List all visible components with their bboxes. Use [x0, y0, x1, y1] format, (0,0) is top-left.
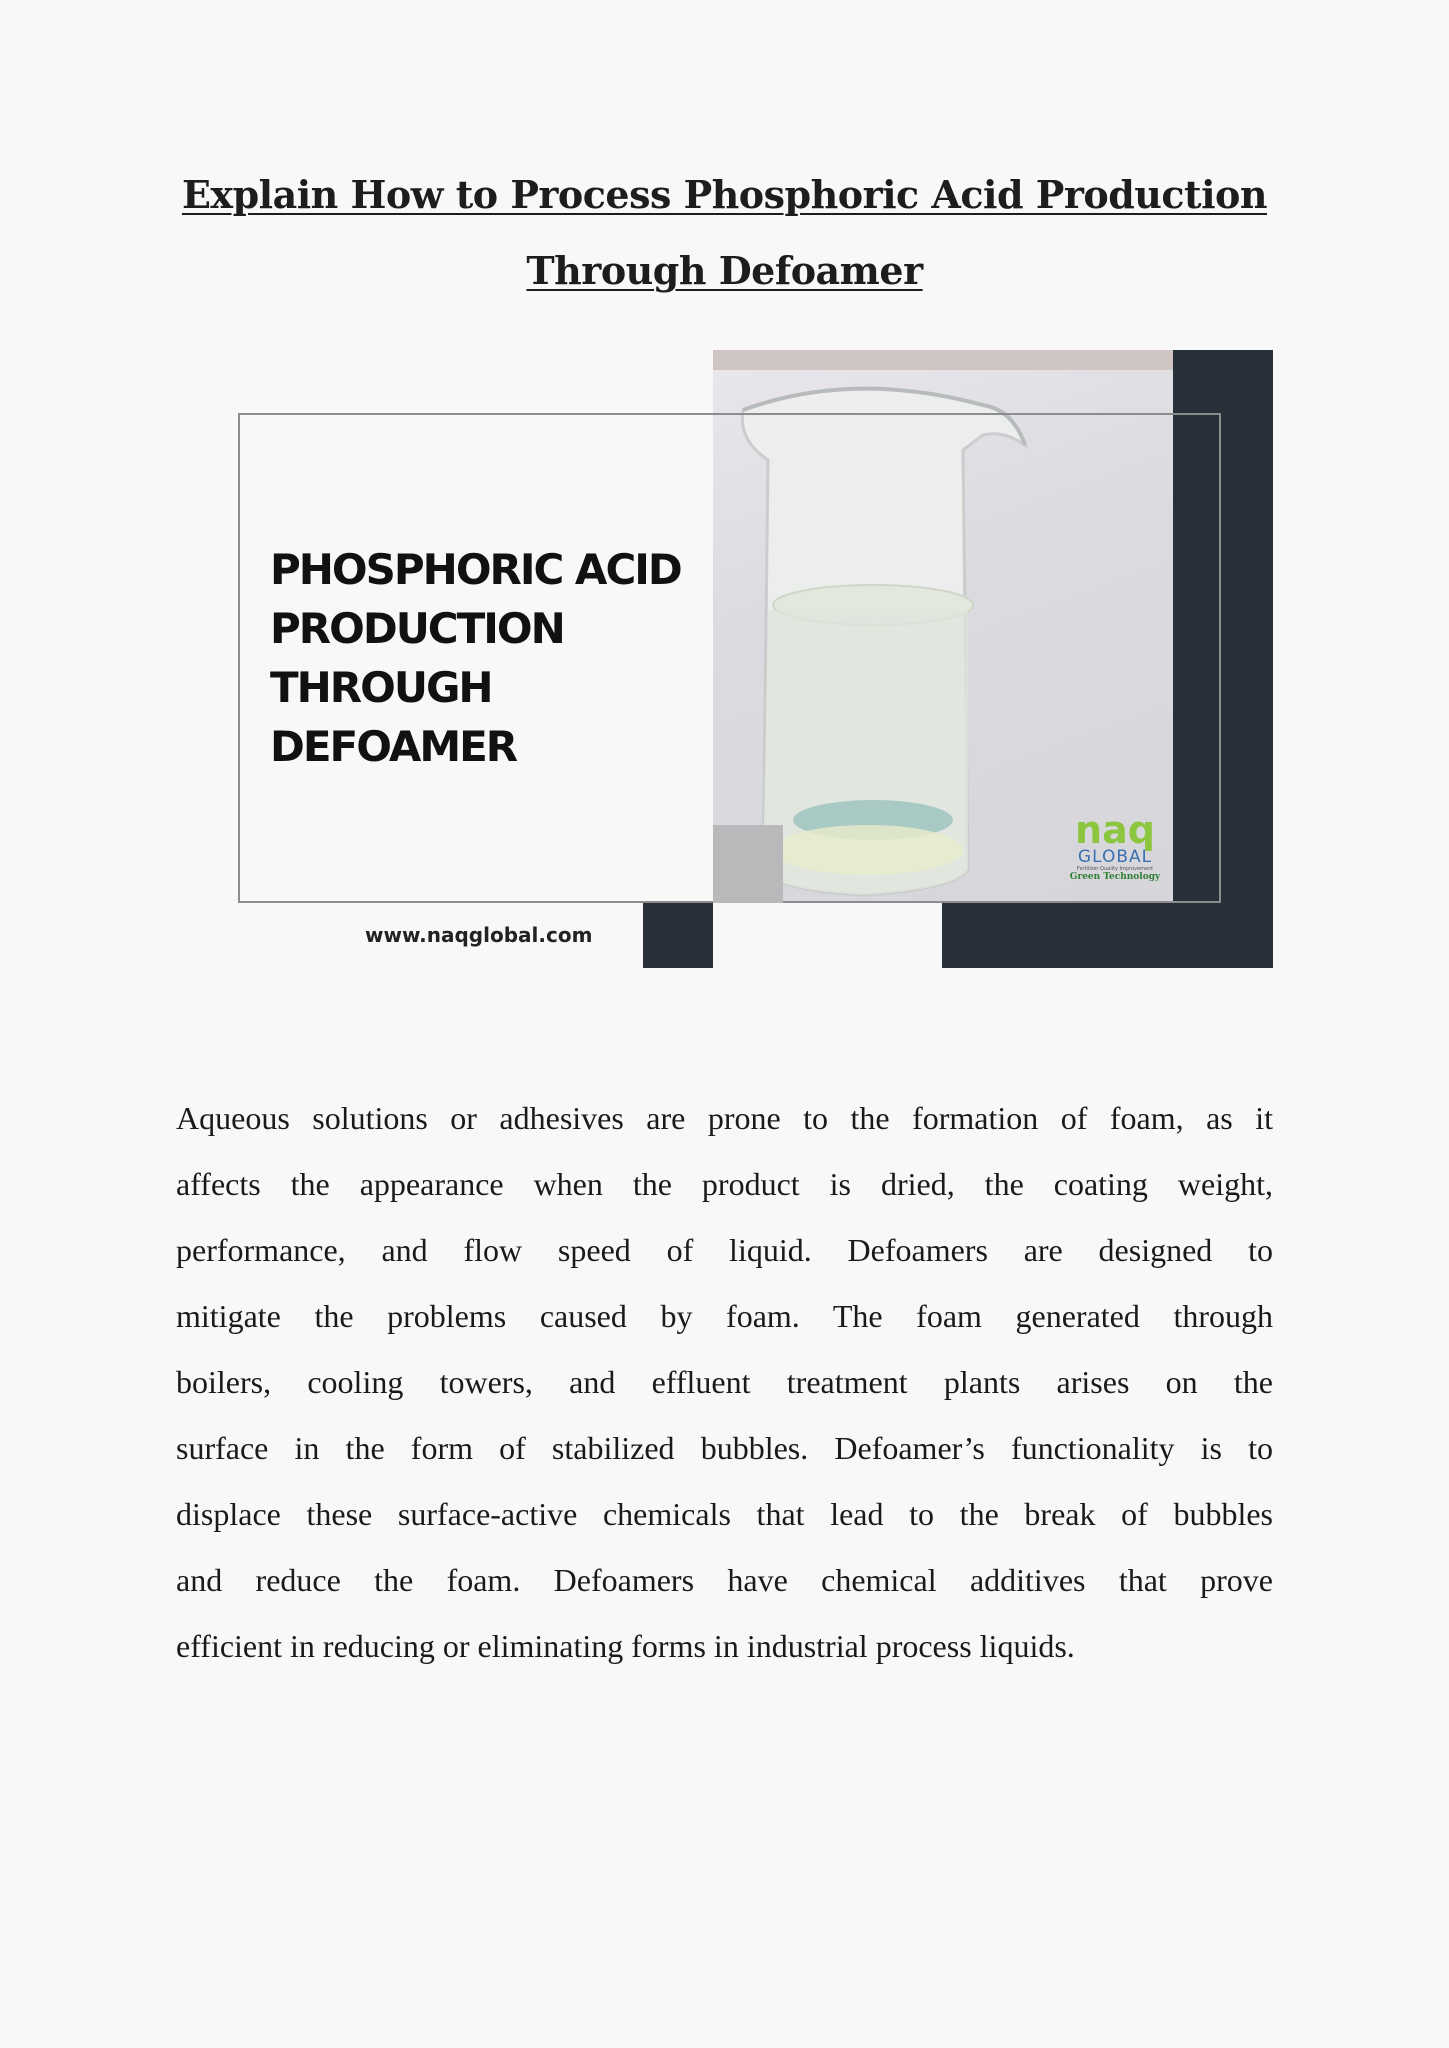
body-paragraph	[176, 1085, 1273, 1679]
paragraph-line: performance, and flow speed of liquid. Defoamers are designed to	[176, 1232, 1273, 1268]
paragraph-line: boilers, cooling towers, and effluent treatment plants arises on the	[176, 1364, 1273, 1400]
paragraph-line: displace these surface-active chemicals that lead to the break of bubbles	[176, 1496, 1273, 1532]
document-title-line-2: Through Defoamer	[526, 248, 923, 293]
paragraph-line: surface in the form of stabilized bubbles. Defoamer’s functionality is to	[176, 1430, 1273, 1466]
headline-line: PRODUCTION	[270, 604, 564, 653]
logo-sub: GLOBAL	[1077, 847, 1153, 867]
dark-panel-bottom	[942, 903, 1273, 968]
logo-tagline: Fertilizer Quality Improvement	[1076, 866, 1154, 872]
document-title-line-1: Explain How to Process Phosphoric Acid Production	[181, 172, 1268, 217]
gray-square	[713, 825, 783, 903]
headline-line: THROUGH	[270, 663, 492, 712]
headline-line: DEFOAMER	[270, 722, 517, 771]
paragraph-line: efficient in reducing or eliminating forms in industrial process liquids.	[176, 1628, 1075, 1664]
logo-slogan: Green Technology	[1069, 872, 1161, 882]
paragraph-line: mitigate the problems caused by foam. The foam generated through	[176, 1298, 1273, 1334]
paragraph-line: Aqueous solutions or adhesives are prone to the formation of foam, as it	[176, 1100, 1273, 1136]
dark-block-small	[643, 903, 713, 968]
naq-global-logo	[1060, 808, 1170, 882]
paragraph-line: and reduce the foam. Defoamers have chemical additives that prove	[176, 1562, 1273, 1598]
paragraph-line: affects the appearance when the product is dried, the coating weight,	[176, 1166, 1273, 1202]
website-url: www.naqglobal.com	[365, 923, 593, 947]
banner-headline	[270, 540, 681, 776]
logo-brand: naq	[1075, 808, 1155, 852]
headline-line: PHOSPHORIC ACID	[270, 545, 681, 594]
